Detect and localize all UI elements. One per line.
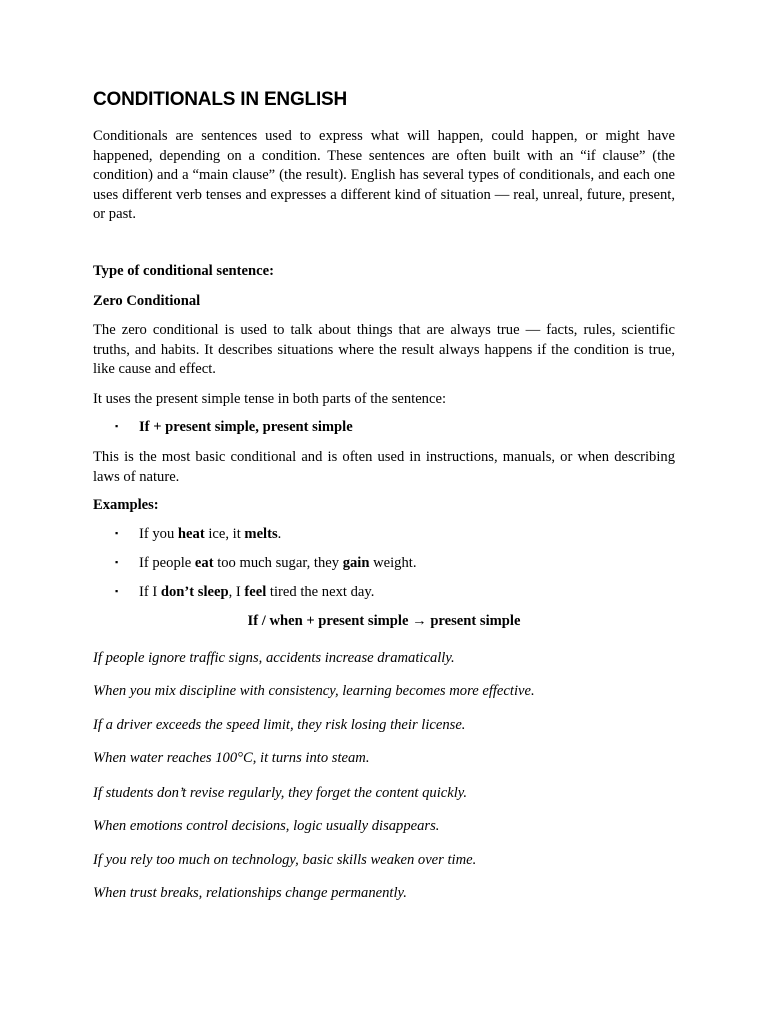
examples-heading: Examples: — [93, 497, 159, 513]
italic-example: When emotions control decisions, logic usually disappears. — [93, 818, 440, 834]
tense-note: It uses the present simple tense in both parts of the sentence: — [93, 391, 446, 407]
italic-example: If you rely too much on technology, basic skills weaken over time. — [93, 852, 477, 868]
italic-example: When water reaches 100°C, it turns into steam. — [93, 750, 370, 766]
structure-bullet — [115, 419, 353, 436]
intro-paragraph: Conditionals are sentences used to express what will happen, could happen, or might have happened, depending on a condition. These sentences are often built with an “if clause” (the condition) and a “main clause” (the result). English has several types of conditionals, and each one uses different verb tenses and expresses a different kind of situation — real, unreal, future, present, or past. — [93, 128, 675, 222]
italic-example: When trust breaks, relationships change permanently. — [93, 885, 407, 901]
usage-note: This is the most basic conditional and is often used in instructions, manuals, or when describing laws of nature. — [93, 449, 675, 485]
bullet-icon: ▪ — [115, 557, 119, 567]
page-title: CONDITIONALS IN ENGLISH — [93, 89, 348, 110]
zero-conditional-heading: Zero Conditional — [93, 293, 201, 309]
example-item: ▪ If you heat ice, it melts. — [115, 526, 282, 542]
example-item: ▪ If I don’t sleep, I feel tired the next day. — [115, 584, 375, 600]
bullet-icon: ▪ — [115, 586, 119, 596]
example-item: ▪ If people eat too much sugar, they gain weight. — [115, 555, 417, 571]
structure-text: If + present simple, present simple — [139, 419, 353, 435]
italic-example: If people ignore traffic signs, accidents increase dramatically. — [93, 650, 455, 666]
formula-line: If / when + present simple → present simple — [247, 613, 521, 629]
zero-description: The zero conditional is used to talk about things that are always true — facts, rules, scientific truths, and habits. It describes situations where the result always happens if the condition is true, like cause and effect. — [93, 322, 675, 377]
italic-example: If a driver exceeds the speed limit, they risk losing their license. — [93, 717, 466, 733]
type-heading: Type of conditional sentence: — [93, 263, 274, 279]
italic-example: If students don’t revise regularly, they forget the content quickly. — [93, 785, 468, 801]
italic-example: When you mix discipline with consistency, learning becomes more effective. — [93, 683, 535, 699]
bullet-icon: ▪ — [115, 421, 119, 431]
bullet-icon: ▪ — [115, 528, 119, 538]
